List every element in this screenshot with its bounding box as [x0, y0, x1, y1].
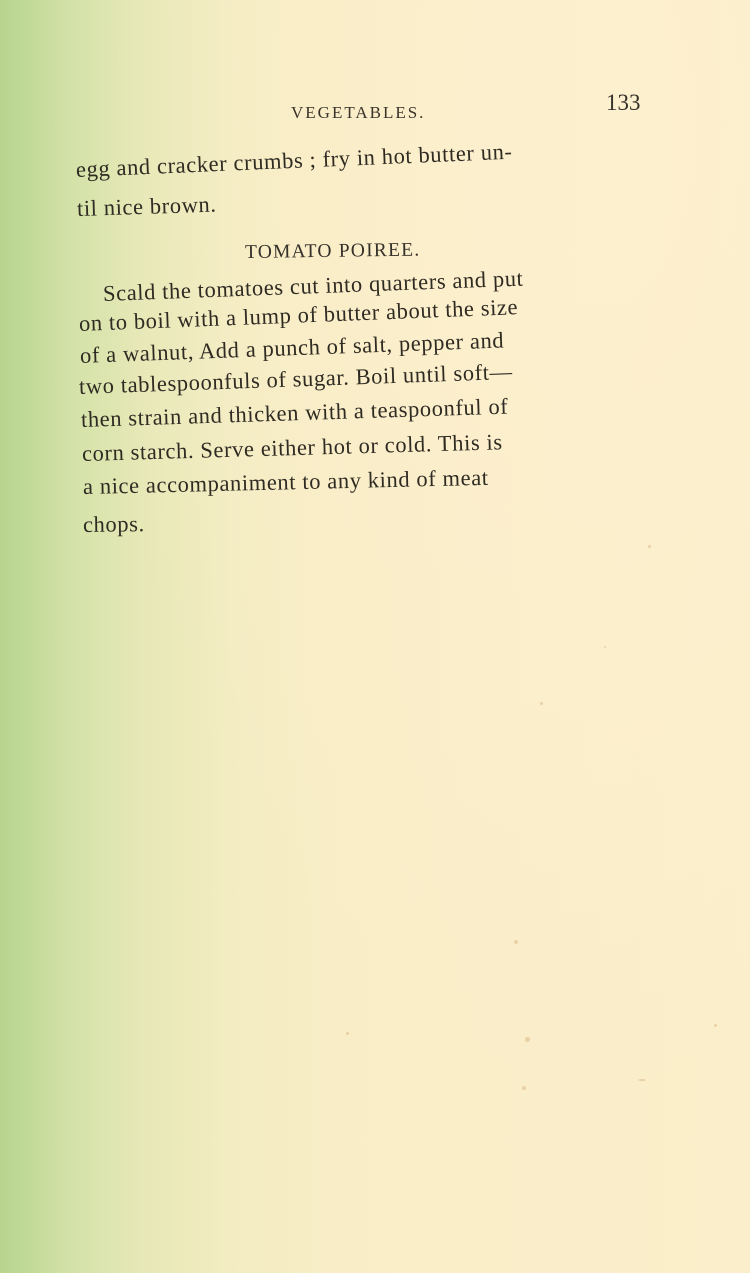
paper-speck	[525, 1037, 530, 1042]
paper-speck	[346, 1032, 349, 1035]
body-line: on to boil with a lump of butter about the size	[78, 294, 519, 336]
body-line: Scald the tomatoes cut into quarters and put	[102, 265, 524, 306]
body-line: corn starch. Serve either hot or cold. This is	[81, 429, 504, 466]
running-head: VEGETABLES.	[291, 103, 426, 122]
paper-speck	[714, 1024, 717, 1027]
continuation-line: egg and cracker crumbs ; fry in hot butter un-	[75, 138, 513, 182]
paper-speck	[540, 702, 543, 705]
paper-speck	[604, 646, 606, 648]
body-line: two tablespoonfuls of sugar. Boil until soft—	[78, 358, 514, 399]
section-heading: TOMATO POIREE.	[244, 239, 421, 263]
paper-speck	[648, 545, 651, 548]
paper-speck	[638, 1079, 646, 1081]
body-line: a nice accompaniment to any kind of meat	[82, 464, 489, 499]
continuation-line: til nice brown.	[76, 191, 217, 221]
body-line: of a walnut, Add a punch of salt, pepper and	[79, 327, 505, 368]
body-line: then strain and thicken with a teaspoonful of	[80, 393, 509, 432]
page-number: 133	[606, 90, 641, 115]
paper-speck	[522, 1086, 526, 1090]
paper-speck	[514, 940, 518, 944]
body-line: chops.	[82, 511, 145, 537]
